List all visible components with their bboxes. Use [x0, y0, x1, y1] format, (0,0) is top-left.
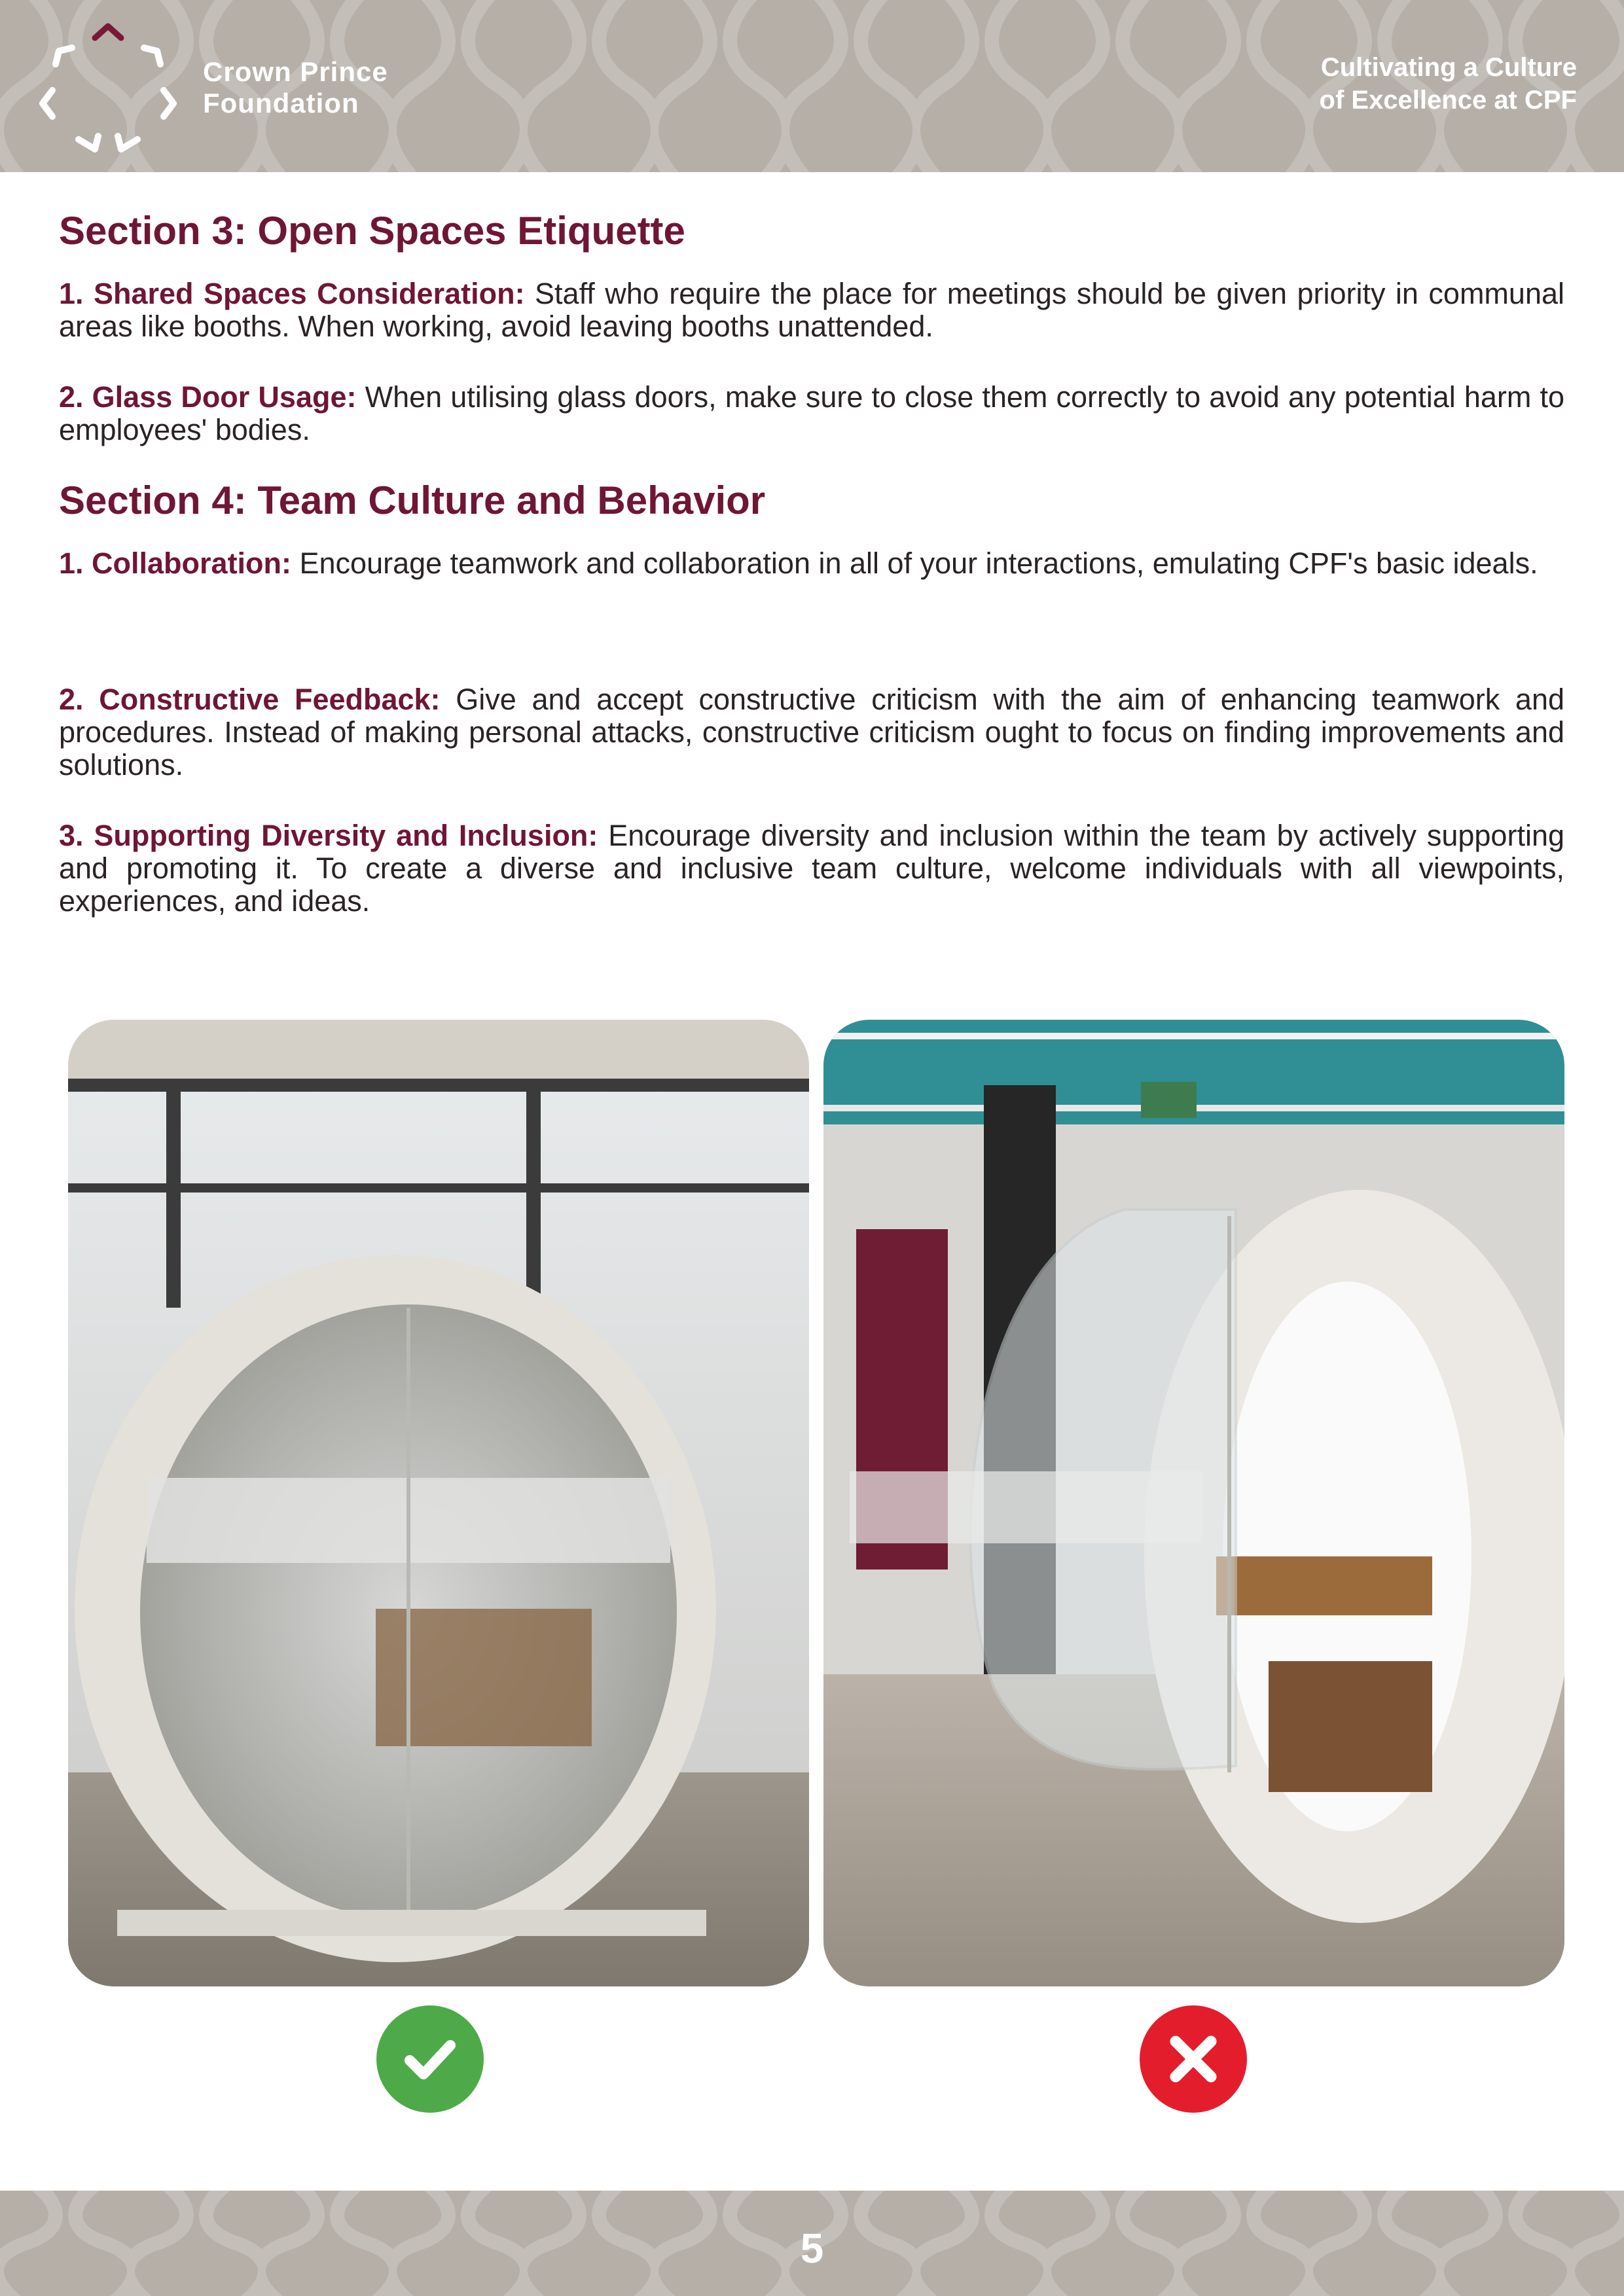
- cpf-logo: [33, 12, 183, 152]
- correct-badge: [376, 2005, 484, 2113]
- section-3-heading: Section 3: Open Spaces Etiquette: [59, 209, 685, 253]
- incorrect-badge: [1140, 2005, 1247, 2113]
- org-name-line2: Foundation: [203, 88, 359, 118]
- item-text: Encourage diversity and inclusion within the team by actively supporting and promoting it. To create a diverse and inclusive team culture, welcome individuals with all viewpoints, experiences, and ideas.: [59, 819, 1564, 918]
- section-4-heading: Section 4: Team Culture and Behavior: [59, 478, 766, 522]
- photo-open-booth: [823, 1020, 1564, 1986]
- item-label: 1. Shared Spaces Consideration:: [59, 277, 525, 310]
- photo-closed-booth: [68, 1020, 809, 1986]
- cross-icon: [1164, 2030, 1223, 2089]
- item-label: 2. Constructive Feedback:: [59, 683, 441, 716]
- document-title: [1320, 51, 1577, 117]
- section-4-item-1: [59, 547, 1564, 580]
- organization-name: [203, 56, 388, 119]
- section-4-item-3: [59, 819, 1564, 918]
- section-4-item-2: [59, 683, 1564, 781]
- doc-title-line1: Cultivating a Culture: [1320, 53, 1577, 82]
- item-text: When utilising glass doors, make sure to close them correctly to avoid any potential harm to employees' bodies.: [59, 380, 1565, 446]
- check-icon: [401, 2030, 460, 2089]
- item-label: 1. Collaboration:: [59, 547, 292, 580]
- item-label: 3. Supporting Diversity and Inclusion:: [59, 819, 598, 852]
- item-text: Staff who require the place for meetings should be given priority in communal areas like booths. When working, avoid leaving booths unattended.: [59, 277, 1564, 343]
- item-text: Encourage teamwork and collaboration in all of your interactions, emulating CPF's basic ideals.: [291, 547, 1538, 580]
- page-header: [0, 0, 1624, 172]
- doc-title-line2: of Excellence at CPF: [1319, 86, 1577, 115]
- item-label: 2. Glass Door Usage:: [59, 380, 357, 414]
- page-number: 5: [800, 2225, 824, 2272]
- item-text: Give and accept constructive criticism with the aim of enhancing teamwork and procedures. Instead of making personal attacks, constructive criticism ought to focus on finding improvements and solutions.: [59, 683, 1565, 781]
- org-name-line1: Crown Prince: [203, 56, 388, 87]
- section-3-item-1: [59, 278, 1564, 343]
- section-3-item-2: [59, 381, 1564, 446]
